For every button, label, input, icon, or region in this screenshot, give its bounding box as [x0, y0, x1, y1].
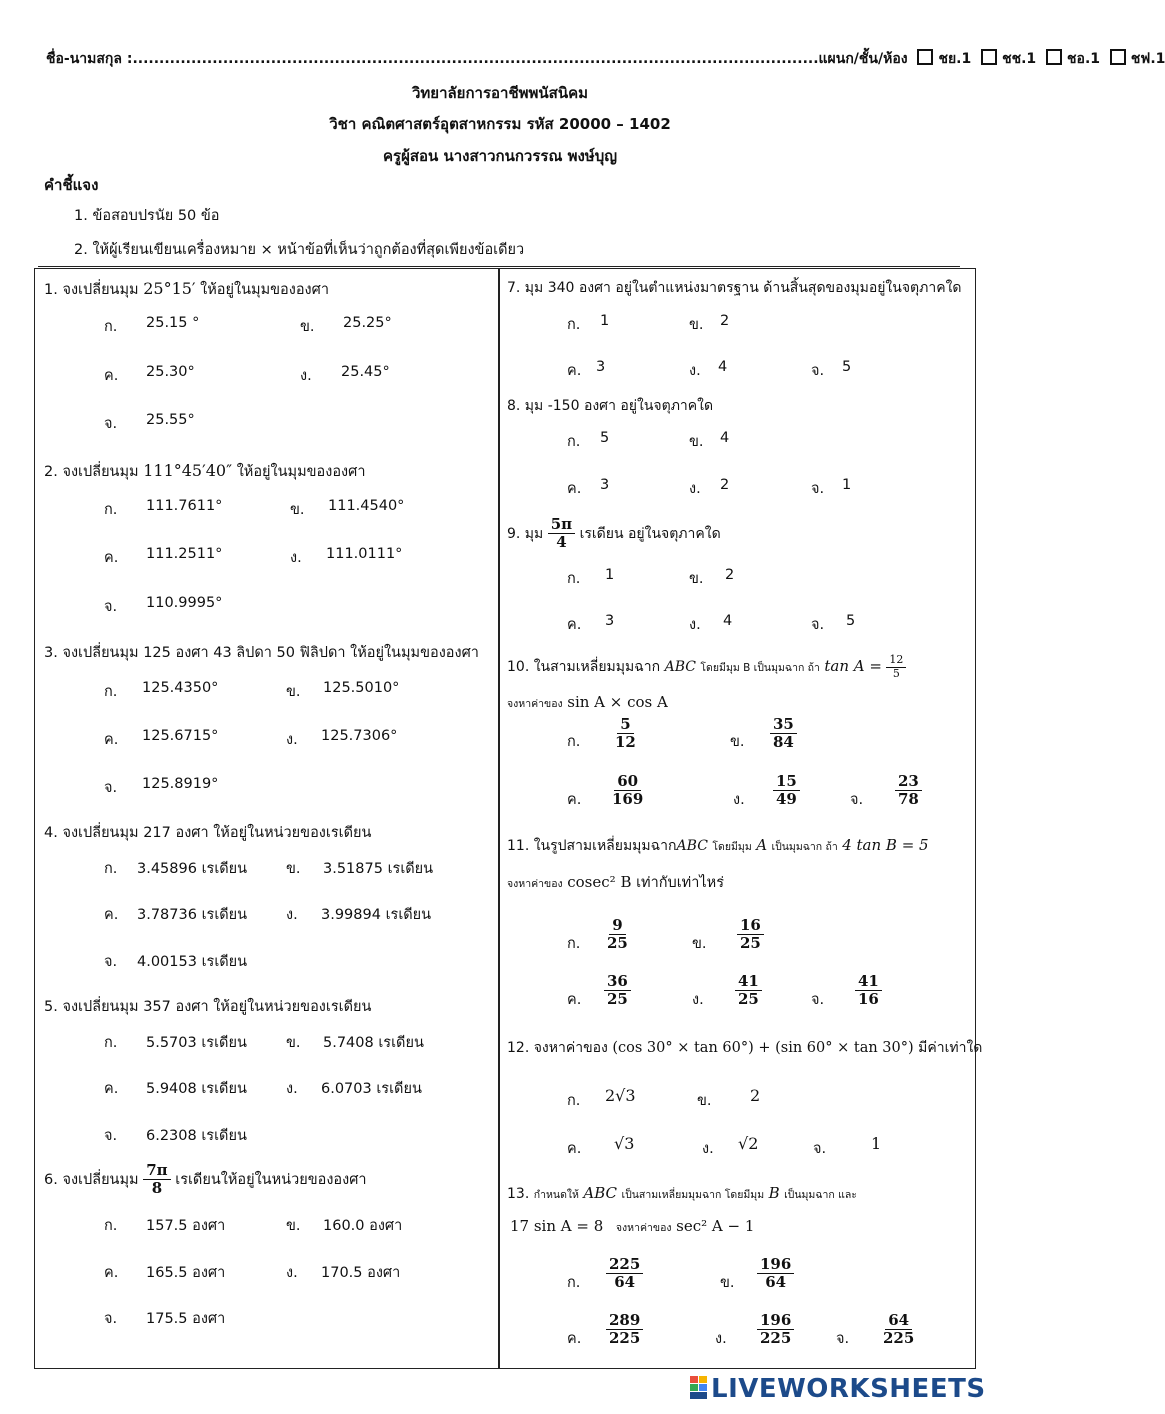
- q9-option-c-label[interactable]: ค.: [567, 617, 582, 633]
- q5-option-d-label[interactable]: ง.: [286, 1081, 298, 1097]
- divider-line: [38, 266, 960, 267]
- question-9: 9. มุม $\frac{5\pi}{4}$ เรเดียน อยู่ในจตุภาคใด: [507, 515, 721, 552]
- liveworksheets-logo: [690, 1374, 986, 1404]
- q8-option-c[interactable]: 3: [600, 477, 610, 493]
- instructions-title: คำชี้แจง: [44, 176, 99, 194]
- name-line[interactable]: [46, 48, 1165, 70]
- q4-option-b[interactable]: 3.51875 เรเดียน: [323, 861, 434, 877]
- q11-option-c-label[interactable]: ค.: [567, 992, 582, 1008]
- q1-option-e-label[interactable]: จ.: [104, 416, 118, 432]
- q9-fraction: $\frac{5\pi}{4}$: [548, 516, 575, 552]
- q12-option-c-label[interactable]: ค.: [567, 1141, 582, 1157]
- q3-option-e-label[interactable]: จ.: [104, 780, 118, 796]
- q6-option-a[interactable]: 157.5 องศา: [146, 1218, 226, 1234]
- question-frame: [34, 268, 976, 1369]
- q6-option-c-label[interactable]: ค.: [104, 1265, 119, 1281]
- q8-option-c-label[interactable]: ค.: [567, 481, 582, 497]
- q7-option-c[interactable]: 3: [596, 359, 606, 375]
- q4-option-d[interactable]: 3.99894 เรเดียน: [321, 907, 432, 923]
- q4-option-d-label[interactable]: ง.: [286, 907, 298, 923]
- q5-option-e-label[interactable]: จ.: [104, 1128, 118, 1144]
- q2-option-d-label[interactable]: ง.: [290, 550, 302, 566]
- q6-option-d-label[interactable]: ง.: [286, 1265, 298, 1281]
- instruction-1: 1. ข้อสอบปรนัย 50 ข้อ: [74, 208, 220, 224]
- q7-option-a-label[interactable]: ก.: [567, 317, 581, 333]
- q10-option-b-label[interactable]: ข.: [730, 734, 745, 750]
- q7-option-a[interactable]: 1: [600, 313, 610, 329]
- question-11: 11. ในรูปสามเหลี่ยมมุมฉากABC โดยมีมุม A เป็นมุมฉาก ถ้า 4 tan B = 5: [507, 836, 929, 854]
- q9-option-e-label[interactable]: จ.: [811, 617, 825, 633]
- q11-option-d-label[interactable]: ง.: [692, 992, 704, 1008]
- question-3: 3. จงเปลี่ยนมุม 125 องศา 43 ลิปดา 50 ฟิลิปดา ให้อยู่ในมุมขององศา: [44, 645, 479, 661]
- q7-option-c-label[interactable]: ค.: [567, 363, 582, 379]
- q11-option-e-label[interactable]: จ.: [811, 992, 825, 1008]
- q12-option-d-label[interactable]: ง.: [702, 1141, 714, 1157]
- q9-option-e[interactable]: 5: [846, 613, 856, 629]
- q2-option-a[interactable]: 111.7611°: [146, 498, 223, 514]
- q2-option-c-label[interactable]: ค.: [104, 550, 119, 566]
- q13-option-b-label[interactable]: ข.: [720, 1275, 735, 1291]
- q11-option-a-label[interactable]: ก.: [567, 936, 581, 952]
- q3-option-c[interactable]: 125.6715°: [142, 728, 219, 744]
- q6-option-a-label[interactable]: ก.: [104, 1218, 118, 1234]
- q13-option-a-label[interactable]: ก.: [567, 1275, 581, 1291]
- q10-option-d-label[interactable]: ง.: [733, 792, 745, 808]
- q1-option-a-label[interactable]: ก.: [104, 319, 118, 335]
- q7-option-d-label[interactable]: ง.: [689, 363, 701, 379]
- q6-option-e-label[interactable]: จ.: [104, 1311, 118, 1327]
- instruction-2: 2. ให้ผู้เรียนเขียนเครื่องหมาย × หน้าข้อที่เห็นว่าถูกต้องที่สุดเพียงข้อเดียว: [74, 242, 525, 258]
- class-label-4: ชฟ.1: [1130, 51, 1165, 67]
- logo-text: LIVEWORKSHEETS: [711, 1374, 986, 1404]
- question-12: 12. จงหาค่าของ (cos 30° × tan 60°) + (sin 60° × tan 30°) มีค่าเท่าใด: [507, 1040, 983, 1056]
- q11-option-d[interactable]: $\frac{41}{25}$: [735, 973, 762, 1009]
- q6-option-d[interactable]: 170.5 องศา: [321, 1265, 401, 1281]
- q7-option-e[interactable]: 5: [842, 359, 852, 375]
- teacher-line: ครูผู้สอน นางสาวกนกวรรณ พงษ์บุญ: [382, 147, 618, 165]
- q7-option-b-label[interactable]: ข.: [689, 317, 704, 333]
- q4-option-b-label[interactable]: ข.: [286, 861, 301, 877]
- q11-option-c[interactable]: $\frac{36}{25}$: [604, 973, 631, 1009]
- q1-option-e[interactable]: 25.55°: [146, 412, 195, 428]
- question-10-line2: จงหาค่าของ sin A × cos A: [507, 693, 668, 711]
- q13-option-e-label[interactable]: จ.: [836, 1331, 850, 1347]
- class-checkbox-3[interactable]: [1046, 49, 1062, 65]
- question-2: 2. จงเปลี่ยนมุม 111°45′40″ ให้อยู่ในมุมขององศา: [44, 461, 366, 480]
- q8-option-b[interactable]: 4: [720, 430, 730, 446]
- question-7: 7. มุม 340 องศา อยู่ในตำแหน่งมาตรฐาน ด้านสิ้นสุดของมุมอยู่ในจตุภาคใด: [507, 280, 962, 296]
- q9-option-d[interactable]: 4: [723, 613, 733, 629]
- q2-option-e-label[interactable]: จ.: [104, 599, 118, 615]
- q3-option-c-label[interactable]: ค.: [104, 732, 119, 748]
- q10-option-c[interactable]: $\frac{60}{169}$: [612, 772, 644, 809]
- q10-option-b[interactable]: $\frac{35}{84}$: [770, 716, 797, 752]
- q1-option-d-label[interactable]: ง.: [300, 368, 312, 384]
- q8-option-a-label[interactable]: ก.: [567, 434, 581, 450]
- question-13-line2: 17 sin A = 8 จงหาค่าของ sec² A − 1: [510, 1217, 755, 1235]
- q10-option-a-label[interactable]: ก.: [567, 734, 581, 750]
- q9-option-b-label[interactable]: ข.: [689, 571, 704, 587]
- q12-option-e[interactable]: 1: [871, 1134, 882, 1153]
- q4-option-c[interactable]: 3.78736 เรเดียน: [137, 907, 248, 923]
- question-13: 13. กำหนดให้ ABC เป็นสามเหลี่ยมมุมฉาก โดยมีมุม B เป็นมุมฉาก และ: [507, 1184, 857, 1202]
- q5-option-a-label[interactable]: ก.: [104, 1035, 118, 1051]
- q12-option-c[interactable]: √3: [614, 1134, 635, 1153]
- q12-option-a-label[interactable]: ก.: [567, 1093, 581, 1109]
- q8-option-d-label[interactable]: ง.: [689, 481, 701, 497]
- q4-option-e-label[interactable]: จ.: [104, 954, 118, 970]
- q12-option-d[interactable]: √2: [738, 1134, 759, 1153]
- q6-option-b-label[interactable]: ข.: [286, 1218, 301, 1234]
- question-4: 4. จงเปลี่ยนมุม 217 องศา ให้อยู่ในหน่วยของเรเดียน: [44, 825, 372, 841]
- question-10: 10. ในสามเหลี่ยมมุมฉาก ABC โดยมีมุม B เป็นมุมฉาก ถ้า tan A = $\frac{12}{5}$: [507, 654, 906, 680]
- liveworksheets-logo-icon: [690, 1376, 708, 1400]
- q3-option-e[interactable]: 125.8919°: [142, 776, 219, 792]
- q6-fraction: $\frac{7\pi}{8}$: [143, 1162, 170, 1198]
- q2-option-a-label[interactable]: ก.: [104, 502, 118, 518]
- q11-option-b-label[interactable]: ข.: [692, 936, 707, 952]
- q12-option-a[interactable]: 2√3: [605, 1086, 636, 1105]
- q11-option-a[interactable]: $\frac{9}{25}$: [607, 916, 628, 953]
- q5-option-b[interactable]: 5.7408 เรเดียน: [323, 1035, 424, 1051]
- q7-option-d[interactable]: 4: [718, 359, 728, 375]
- class-label-3: ชอ.1: [1067, 51, 1101, 67]
- q12-option-e-label[interactable]: จ.: [813, 1141, 827, 1157]
- q9-option-d-label[interactable]: ง.: [689, 617, 701, 633]
- q4-option-c-label[interactable]: ค.: [104, 907, 119, 923]
- q1-option-b-label[interactable]: ข.: [300, 319, 315, 335]
- q12-option-b[interactable]: 2: [750, 1086, 761, 1105]
- q13-option-c[interactable]: $\frac{289}{225}$: [606, 1312, 643, 1348]
- q5-option-d[interactable]: 6.0703 เรเดียน: [321, 1081, 422, 1097]
- q8-option-a[interactable]: 5: [600, 430, 610, 446]
- q5-option-c[interactable]: 5.9408 เรเดียน: [146, 1081, 247, 1097]
- q10-option-c-label[interactable]: ค.: [567, 792, 582, 808]
- q13-option-b[interactable]: $\frac{196}{64}$: [757, 1256, 794, 1292]
- q3-option-a-label[interactable]: ก.: [104, 684, 118, 700]
- question-8: 8. มุม -150 องศา อยู่ในจตุภาคใด: [507, 398, 714, 414]
- q2-option-e[interactable]: 110.9995°: [146, 595, 223, 611]
- q5-option-c-label[interactable]: ค.: [104, 1081, 119, 1097]
- q8-option-b-label[interactable]: ข.: [689, 434, 704, 450]
- q4-option-a-label[interactable]: ก.: [104, 861, 118, 877]
- q3-option-d[interactable]: 125.7306°: [321, 728, 398, 744]
- q10-option-e[interactable]: $\frac{23}{78}$: [895, 773, 922, 809]
- q10-option-e-label[interactable]: จ.: [850, 792, 864, 808]
- q8-option-d[interactable]: 2: [720, 477, 730, 493]
- q11-option-b[interactable]: $\frac{16}{25}$: [737, 917, 764, 953]
- q3-option-b-label[interactable]: ข.: [286, 684, 301, 700]
- q7-option-b[interactable]: 2: [720, 313, 730, 329]
- q8-option-e[interactable]: 1: [842, 477, 852, 493]
- class-checkbox-2[interactable]: [981, 49, 997, 65]
- q4-option-a[interactable]: 3.45896 เรเดียน: [137, 861, 248, 877]
- q12-option-b-label[interactable]: ข.: [697, 1093, 712, 1109]
- subject-title: วิชา คณิตศาสตร์อุตสาหกรรม รหัส 20000 – 1402: [329, 115, 671, 133]
- class-label-1: ชย.1: [938, 51, 972, 67]
- q10-fraction: $\frac{12}{5}$: [886, 654, 906, 680]
- q13-option-d[interactable]: $\frac{196}{225}$: [757, 1312, 794, 1348]
- column-divider: [498, 268, 500, 1369]
- q8-option-e-label[interactable]: จ.: [811, 481, 825, 497]
- q4-option-e[interactable]: 4.00153 เรเดียน: [137, 954, 248, 970]
- q9-option-b[interactable]: 2: [725, 567, 735, 583]
- q2-option-b[interactable]: 111.4540°: [328, 498, 405, 514]
- q2-option-b-label[interactable]: ข.: [290, 502, 305, 518]
- q1-option-c-label[interactable]: ค.: [104, 368, 119, 384]
- q5-option-a[interactable]: 5.5703 เรเดียน: [146, 1035, 247, 1051]
- q1-option-a[interactable]: 25.15 °: [146, 315, 200, 331]
- question-6: 6. จงเปลี่ยนมุม $\frac{7\pi}{8}$ เรเดียนให้อยู่ในหน่วยขององศา: [44, 1161, 367, 1198]
- q13-option-a[interactable]: $\frac{225}{64}$: [606, 1256, 643, 1292]
- q1-option-b[interactable]: 25.25°: [343, 315, 392, 331]
- q10-option-a[interactable]: $\frac{5}{12}$: [615, 715, 636, 752]
- q13-option-d-label[interactable]: ง.: [715, 1331, 727, 1347]
- question-11-line2: จงหาค่าของ cosec² B เท่ากับเท่าไหร่: [507, 873, 725, 891]
- q3-option-b[interactable]: 125.5010°: [323, 680, 400, 696]
- class-label-2: ชช.1: [1002, 51, 1037, 67]
- q9-option-a[interactable]: 1: [605, 567, 615, 583]
- q13-option-c-label[interactable]: ค.: [567, 1331, 582, 1347]
- question-1: 1. จงเปลี่ยนมุม 25°15′ ให้อยู่ในมุมขององศา: [44, 279, 329, 298]
- class-checkbox-1[interactable]: [917, 49, 933, 65]
- q2-option-c[interactable]: 111.2511°: [146, 546, 223, 562]
- class-checkbox-4[interactable]: [1110, 49, 1126, 65]
- q6-option-b[interactable]: 160.0 องศา: [323, 1218, 403, 1234]
- q13-option-e[interactable]: $\frac{64}{225}$: [883, 1311, 915, 1348]
- q1-option-d[interactable]: 25.45°: [341, 364, 390, 380]
- q3-option-d-label[interactable]: ง.: [286, 732, 298, 748]
- q3-option-a[interactable]: 125.4350°: [142, 680, 219, 696]
- q5-option-e[interactable]: 6.2308 เรเดียน: [146, 1128, 247, 1144]
- name-field-label: ชื่อ-นามสกุล :.................................................................................................................................แผนก/ชั้น/ห้อง: [46, 51, 908, 67]
- q7-option-e-label[interactable]: จ.: [811, 363, 825, 379]
- q6-option-c[interactable]: 165.5 องศา: [146, 1265, 226, 1281]
- q5-option-b-label[interactable]: ข.: [286, 1035, 301, 1051]
- q1-option-c[interactable]: 25.30°: [146, 364, 195, 380]
- q9-option-c[interactable]: 3: [605, 613, 615, 629]
- q10-option-d[interactable]: $\frac{15}{49}$: [773, 773, 800, 809]
- q9-option-a-label[interactable]: ก.: [567, 571, 581, 587]
- q6-option-e[interactable]: 175.5 องศา: [146, 1311, 226, 1327]
- q2-option-d[interactable]: 111.0111°: [326, 546, 403, 562]
- school-title: วิทยาลัยการอาชีพพนัสนิคม: [411, 84, 589, 102]
- question-5: 5. จงเปลี่ยนมุม 357 องศา ให้อยู่ในหน่วยของเรเดียน: [44, 999, 372, 1015]
- q11-option-e[interactable]: $\frac{41}{16}$: [855, 973, 882, 1009]
